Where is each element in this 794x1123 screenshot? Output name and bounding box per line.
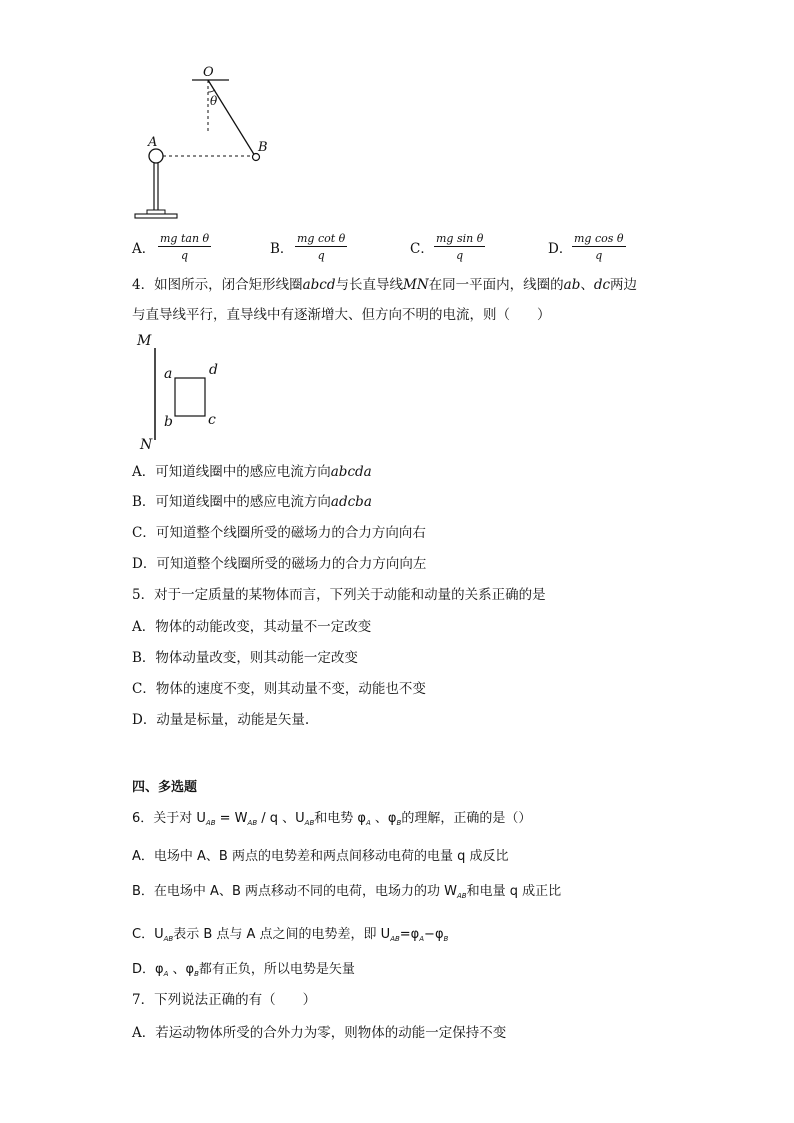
- q3-option-B-num: mg cot θ: [297, 232, 346, 245]
- q3-option-C-letter[interactable]: C．: [410, 241, 434, 257]
- q6-option-A[interactable]: A．电场中 A、B 两点的电势差和两点间移动电荷的电量 q 成反比: [132, 849, 509, 864]
- q3-option-B-letter[interactable]: B．: [270, 241, 294, 257]
- q6-sub-5: B: [396, 819, 402, 827]
- q6-option-C-text-2: 表示 B 点与 A 点之间的电势差，即 U: [173, 927, 391, 942]
- q6-option-D[interactable]: [132, 961, 355, 983]
- q3-option-C-num: mg sin θ: [436, 232, 484, 245]
- q6-stem-5: 、φ: [370, 811, 397, 826]
- label-A: A: [148, 135, 158, 150]
- label-a: a: [164, 366, 173, 382]
- q6-option-B-sub: AB: [456, 892, 467, 900]
- q3-option-A-letter[interactable]: A．: [132, 241, 156, 257]
- section-heading: 四、多选题: [132, 780, 198, 795]
- q6-sub-4: A: [365, 819, 371, 827]
- q6-option-C-text-3: =φ: [399, 927, 420, 942]
- q6-stem-2: = W: [215, 811, 248, 826]
- q4-option-B[interactable]: [132, 493, 372, 511]
- q4-option-A-var: abcda: [330, 464, 372, 480]
- q6-option-C-text-4: −φ: [424, 927, 444, 942]
- q4-option-A-text: A．可知道线圈中的感应电流方向: [132, 464, 331, 480]
- q5-option-D[interactable]: D．动量是标量，动能是矢量.: [132, 712, 310, 728]
- q4-var-MN: MN: [403, 277, 429, 293]
- q4-stem-text-1: 4．如图所示，闭合矩形线圈: [132, 277, 303, 293]
- q6-sub-1: AB: [205, 819, 216, 827]
- q4-option-B-var: adcba: [330, 494, 372, 510]
- label-O: O: [203, 65, 214, 80]
- q4-var-dc: dc: [593, 277, 611, 293]
- q7-option-A[interactable]: A．若运动物体所受的合外力为零，则物体的动能一定保持不变: [132, 1025, 507, 1041]
- q3-option-A-num: mg tan θ: [160, 232, 210, 245]
- q6-option-C-sub-1: AB: [163, 935, 174, 943]
- q3-option-A-den: q: [181, 249, 189, 262]
- coil-figure: [130, 330, 240, 455]
- q3-option-A-fraction: [158, 232, 211, 262]
- label-d: d: [209, 362, 218, 378]
- q3-option-C-den: q: [456, 249, 464, 262]
- q4-stem-text-2: 与长直导线: [335, 277, 403, 293]
- q6-stem-6: 的理解，正确的是（）: [401, 811, 532, 826]
- q6-stem-3: / q 、U: [257, 811, 305, 826]
- q4-stem-line1: [132, 276, 637, 294]
- q6-sub-3: AB: [304, 819, 315, 827]
- pendulum-figure: [125, 60, 285, 225]
- q6-stem-1: 6．关于对 U: [132, 811, 206, 826]
- q3-option-D-num: mg cos θ: [574, 232, 624, 245]
- q6-option-D-text-1: D．φ: [132, 962, 164, 977]
- label-theta: θ: [210, 94, 218, 108]
- label-c: c: [208, 412, 216, 428]
- q6-option-D-sub-1: A: [163, 970, 169, 978]
- q4-stem-text-5: 两边: [610, 277, 638, 293]
- q4-option-D[interactable]: D．可知道整个线圈所受的磁场力的合力方向向左: [132, 556, 427, 572]
- q4-stem-text-3: 在同一平面内，线圈的: [428, 277, 564, 293]
- q3-option-C-fraction: [434, 232, 485, 262]
- q3-option-D-fraction: [572, 232, 626, 262]
- label-M: M: [137, 333, 152, 349]
- q4-stem-line2: 与直导线平行，直导线中有逐渐增大、但方向不明的电流，则（ ）: [132, 307, 551, 323]
- q6-option-C[interactable]: [132, 926, 448, 948]
- q5-option-B[interactable]: B．物体动量改变，则其动能一定改变: [132, 650, 358, 666]
- q6-option-B[interactable]: [132, 883, 561, 905]
- q4-option-B-text: B．可知道线圈中的感应电流方向: [132, 494, 331, 510]
- q4-var-ab: ab: [563, 277, 581, 293]
- q3-option-D-den: q: [595, 249, 603, 262]
- q6-stem: [132, 810, 531, 832]
- q3-option-D-letter[interactable]: D．: [548, 241, 573, 257]
- q6-option-C-sub-2: AB: [390, 935, 400, 943]
- q6-sub-2: AB: [247, 819, 258, 827]
- q6-option-C-text-1: C．U: [132, 927, 164, 942]
- q4-option-A[interactable]: [132, 463, 372, 481]
- label-N: N: [140, 437, 153, 453]
- q6-option-B-text-2: 和电量 q 成正比: [466, 884, 562, 899]
- q6-option-C-sub-3: A: [419, 935, 425, 943]
- q6-stem-4: 和电势 φ: [314, 811, 366, 826]
- q4-stem-text-4: 、: [580, 277, 594, 293]
- q4-option-C[interactable]: C．可知道整个线圈所受的磁场力的合力方向向右: [132, 525, 426, 541]
- q6-option-D-sub-2: B: [194, 970, 199, 978]
- q4-var-abcd: abcd: [302, 277, 336, 293]
- q7-stem: 7．下列说法正确的有（ ）: [132, 992, 317, 1008]
- q3-option-B-fraction: [295, 232, 347, 262]
- q5-option-A[interactable]: A．物体的动能改变，其动量不一定改变: [132, 619, 372, 635]
- q5-stem: 5．对于一定质量的某物体而言，下列关于动能和动量的关系正确的是: [132, 587, 546, 603]
- q6-option-B-text-1: B．在电场中 A、B 两点移动不同的电荷，电场力的功 W: [132, 884, 457, 899]
- q6-option-C-sub-4: B: [443, 935, 449, 943]
- q3-option-B-den: q: [317, 249, 325, 262]
- label-B: B: [258, 140, 268, 155]
- label-b: b: [164, 414, 173, 430]
- q6-option-D-text-3: 都有正负，所以电势是矢量: [198, 962, 355, 977]
- q6-option-D-text-2: 、φ: [168, 962, 195, 977]
- q5-option-C[interactable]: C．物体的速度不变，则其动量不变，动能也不变: [132, 681, 426, 697]
